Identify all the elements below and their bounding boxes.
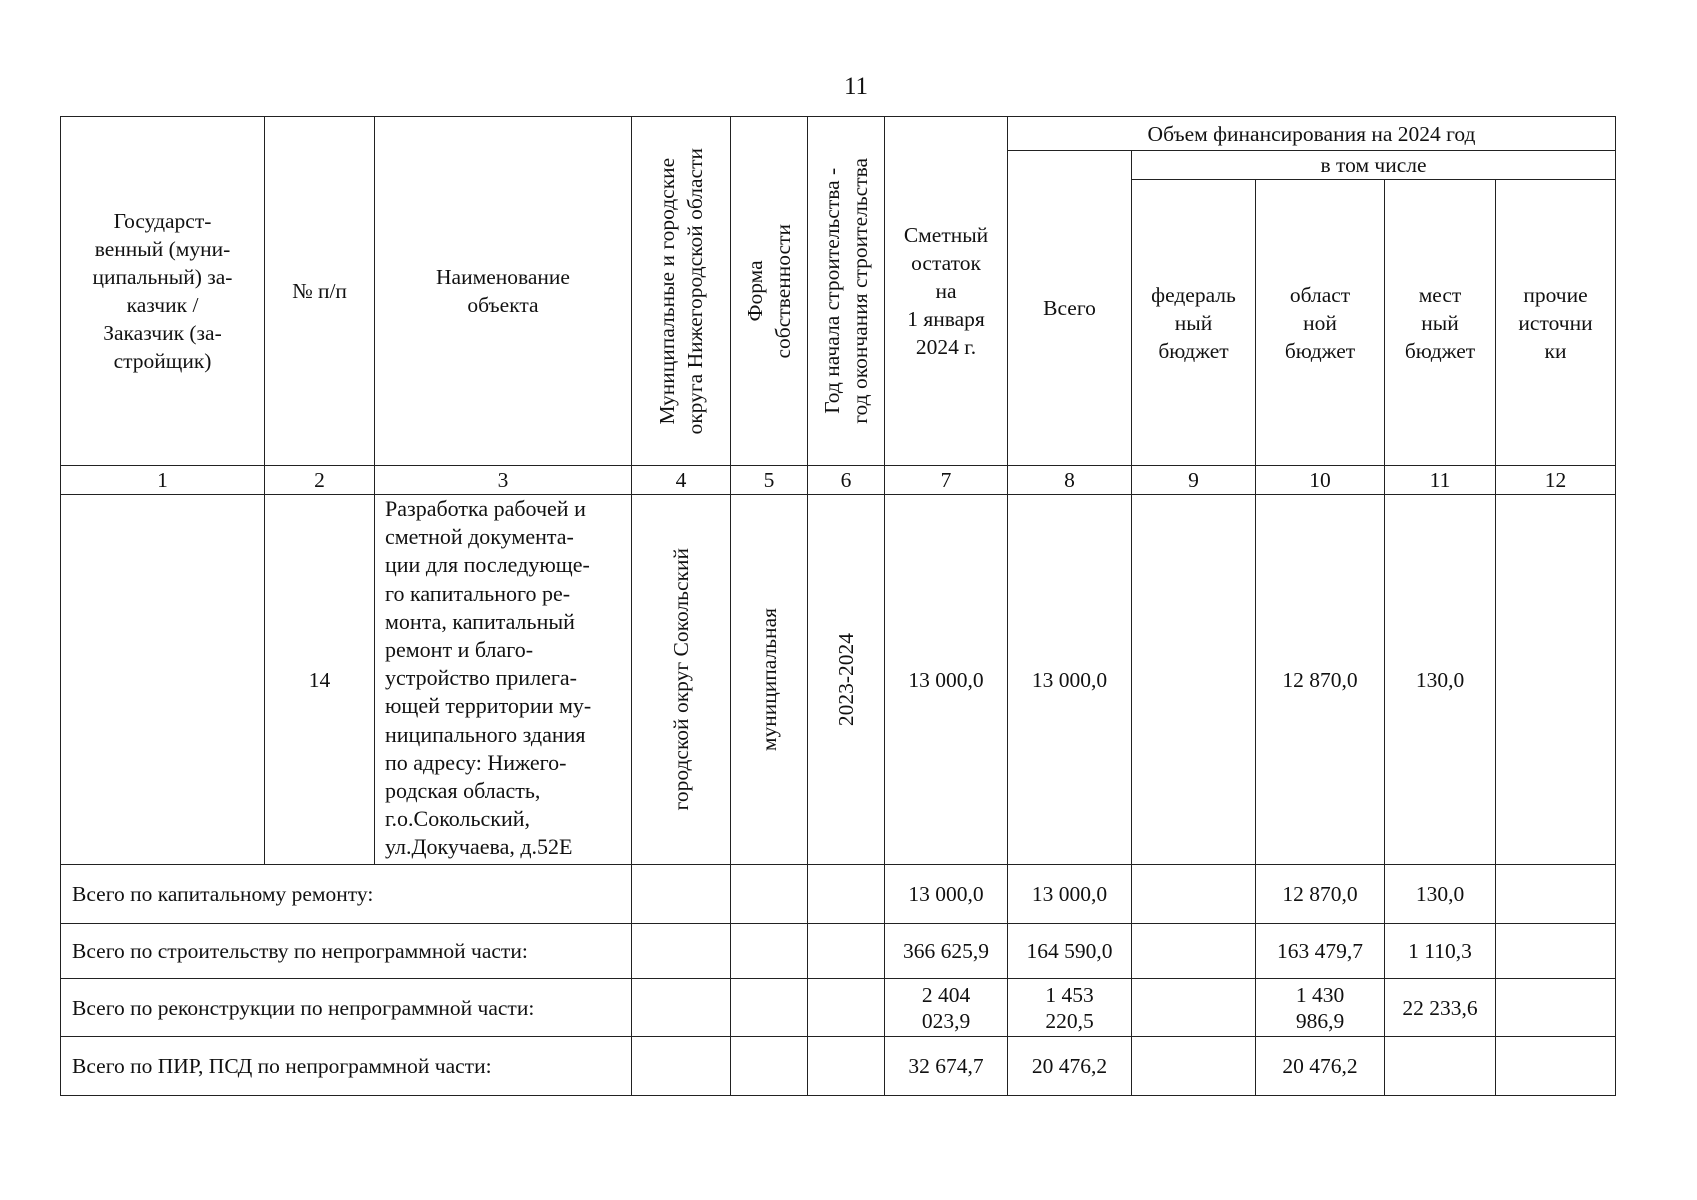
header-ownership-text: Форма собственности	[743, 223, 795, 359]
header-local: мест ный бюджет	[1385, 180, 1496, 466]
total-remaining-estimate: 366 625,9	[885, 924, 1008, 979]
row-federal	[1132, 495, 1256, 865]
row-regional: 12 870,0	[1256, 495, 1385, 865]
total-empty-cell	[731, 865, 808, 924]
row-local: 130,0	[1385, 495, 1496, 865]
header-federal: федераль ный бюджет	[1132, 180, 1256, 466]
total-local: 130,0	[1385, 865, 1496, 924]
row-years	[808, 495, 885, 865]
header-years-text: Год начала строительства - год окончания строительства	[820, 158, 872, 424]
total-total: 164 590,0	[1008, 924, 1132, 979]
header-municipality-text: Муниципальные и городские округа Нижегородской области	[655, 147, 707, 435]
column-number: 9	[1132, 466, 1256, 495]
row-ownership-text: муниципальная	[757, 607, 781, 752]
total-local	[1385, 1037, 1496, 1096]
header-object-name: Наименование объекта	[375, 117, 632, 466]
total-label: Всего по реконструкции по непрограммной части:	[61, 979, 632, 1037]
row-number: 14	[265, 495, 375, 865]
financing-table	[60, 116, 1616, 1096]
total-remaining-estimate: 13 000,0	[885, 865, 1008, 924]
column-number: 12	[1496, 466, 1616, 495]
column-number: 10	[1256, 466, 1385, 495]
total-empty-cell	[731, 924, 808, 979]
total-federal	[1132, 924, 1256, 979]
column-number: 11	[1385, 466, 1496, 495]
total-federal	[1132, 979, 1256, 1037]
total-label: Всего по строительству по непрограммной части:	[61, 924, 632, 979]
total-remaining-estimate: 2 404 023,9	[885, 979, 1008, 1037]
total-regional: 12 870,0	[1256, 865, 1385, 924]
column-number: 8	[1008, 466, 1132, 495]
row-years-text: 2023-2024	[834, 632, 858, 727]
total-row	[61, 979, 1616, 1037]
header-including: в том числе	[1132, 151, 1616, 180]
total-federal	[1132, 1037, 1256, 1096]
total-other	[1496, 865, 1616, 924]
total-local: 22 233,6	[1385, 979, 1496, 1037]
row-total: 13 000,0	[1008, 495, 1132, 865]
total-total: 1 453 220,5	[1008, 979, 1132, 1037]
total-empty-cell	[808, 865, 885, 924]
table-row	[61, 495, 1616, 865]
header-total: Всего	[1008, 151, 1132, 466]
header-ownership	[731, 117, 808, 466]
total-remaining-estimate: 32 674,7	[885, 1037, 1008, 1096]
total-regional: 1 430 986,9	[1256, 979, 1385, 1037]
total-empty-cell	[632, 1037, 731, 1096]
total-label: Всего по ПИР, ПСД по непрограммной части:	[61, 1037, 632, 1096]
header-other: прочие источни ки	[1496, 180, 1616, 466]
column-number: 5	[731, 466, 808, 495]
column-number: 1	[61, 466, 265, 495]
row-object-name: Разработка рабочей и сметной документа- ции для последующе- го капитального ре- монта, капитальный ремонт и благо- устройство прилега- ющей территории му- ниципального здания по адресу: Нижего- родская область, г.о.Сокольский, ул.Докучаева, д.52Е	[375, 495, 632, 865]
total-row	[61, 865, 1616, 924]
total-total: 13 000,0	[1008, 865, 1132, 924]
total-federal	[1132, 865, 1256, 924]
header-remaining-estimate: Сметный остаток на 1 января 2024 г.	[885, 117, 1008, 466]
total-label: Всего по капитальному ремонту:	[61, 865, 632, 924]
header-customer: Государст- венный (муни- ципальный) за- казчик / Заказчик (за- стройщик)	[61, 117, 265, 466]
total-empty-cell	[731, 1037, 808, 1096]
total-other	[1496, 1037, 1616, 1096]
column-number: 3	[375, 466, 632, 495]
header-number: № п/п	[265, 117, 375, 466]
header-regional: област ной бюджет	[1256, 180, 1385, 466]
row-municipality	[632, 495, 731, 865]
total-empty-cell	[731, 979, 808, 1037]
column-number: 4	[632, 466, 731, 495]
header-years	[808, 117, 885, 466]
total-row	[61, 1037, 1616, 1096]
total-other	[1496, 979, 1616, 1037]
row-ownership	[731, 495, 808, 865]
row-remaining-estimate: 13 000,0	[885, 495, 1008, 865]
total-regional: 20 476,2	[1256, 1037, 1385, 1096]
total-regional: 163 479,7	[1256, 924, 1385, 979]
column-numbers-row	[61, 466, 1616, 495]
row-municipality-text: городской округ Сокольский	[669, 548, 693, 811]
total-other	[1496, 924, 1616, 979]
header-municipality	[632, 117, 731, 466]
header-funding-group: Объем финансирования на 2024 год	[1008, 117, 1616, 151]
total-empty-cell	[632, 865, 731, 924]
row-other	[1496, 495, 1616, 865]
page-number: 11	[843, 73, 869, 100]
total-empty-cell	[632, 924, 731, 979]
total-empty-cell	[808, 979, 885, 1037]
column-number: 6	[808, 466, 885, 495]
column-number: 7	[885, 466, 1008, 495]
total-local: 1 110,3	[1385, 924, 1496, 979]
total-empty-cell	[632, 979, 731, 1037]
total-total: 20 476,2	[1008, 1037, 1132, 1096]
total-empty-cell	[808, 1037, 885, 1096]
total-row	[61, 924, 1616, 979]
column-number: 2	[265, 466, 375, 495]
row-customer	[61, 495, 265, 865]
total-empty-cell	[808, 924, 885, 979]
